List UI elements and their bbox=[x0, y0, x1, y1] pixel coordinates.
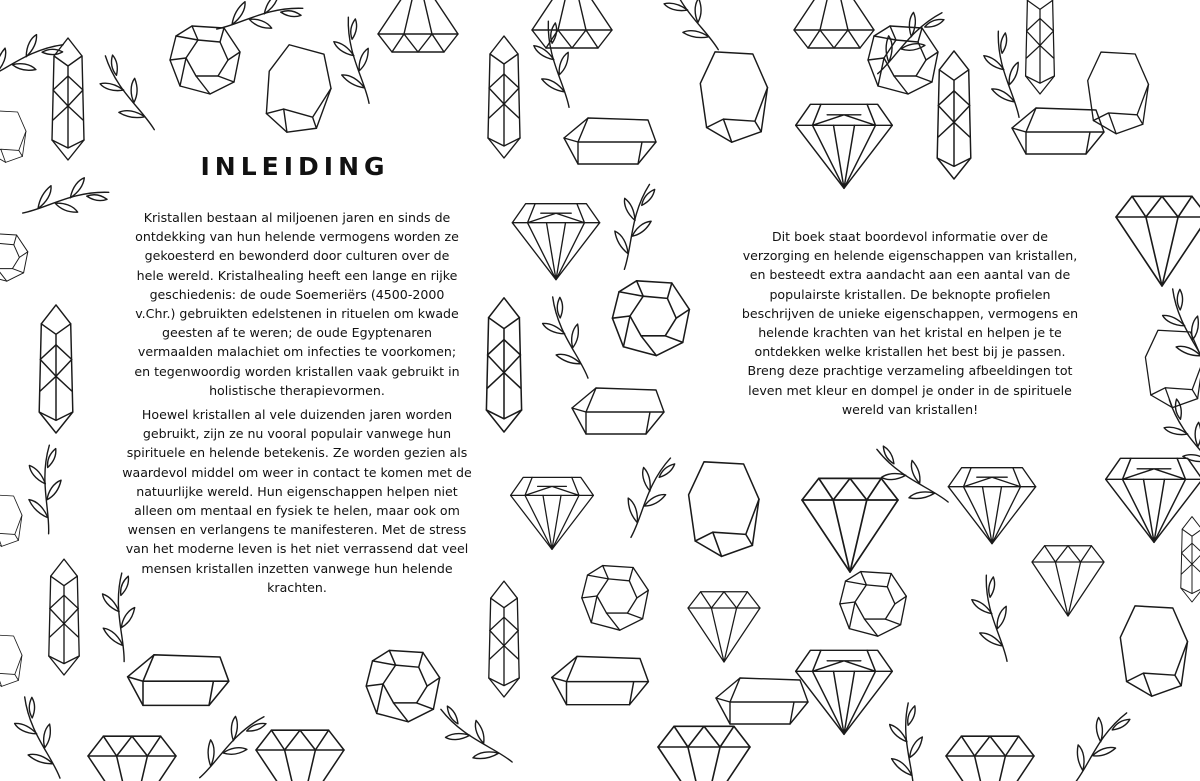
intro-paragraph-3: Dit boek staat boordevol informatie over de verzorging en helende eigenschappen van kristallen, en besteedt extra aandacht aan een aantal van de populairste kristallen. De beknopte profielen beschrijven de unieke eigenschappen, vermogens en helende krachten van het kristal en helpen je te ontdekken welke kristallen het best bij je passen. Breng deze prachtige verzameling afbeeldingen tot leven met kleur en dompel je onder in de spirituele wereld van kristallen! bbox=[741, 229, 1079, 417]
intro-paragraph-2: Hoewel kristallen al vele duizenden jaren worden gebruikt, zijn ze nu vooral populair vanwege hun spirituele en helende betekenis. Ze worden gezien als waardevol middel om weer in contact te komen met de natuurlijke wereld. Hun eigenschappen helpen niet alleen om mentaal en fysiek te helen, maar ook om wensen en verlangens te manifesteren. Met de stress van het moderne leven is het niet verrassend dat veel mensen kristallen inzetten vanwege hun helende krachten. bbox=[122, 407, 472, 595]
right-page bbox=[600, 0, 1200, 781]
page-title: INLEIDING bbox=[200, 152, 390, 181]
intro-paragraph-1: Kristallen bestaan al miljoenen jaren en sinds de ontdekking van hun helende vermogens worden ze gekoesterd en bewonderd door culturen over de hele wereld. Kristalhealing heeft een lange en rijke geschiedenis: de oude Soemeriërs (4500-2000 v.Chr.) gebruikten edelstenen in rituelen om kwade geesten af te weren; de oude Egyptenaren vermaalden malachiet om infecties te voorkomen; en tegenwoordig worden kristallen vaak gebruikt in holistische therapievormen. bbox=[134, 210, 460, 398]
